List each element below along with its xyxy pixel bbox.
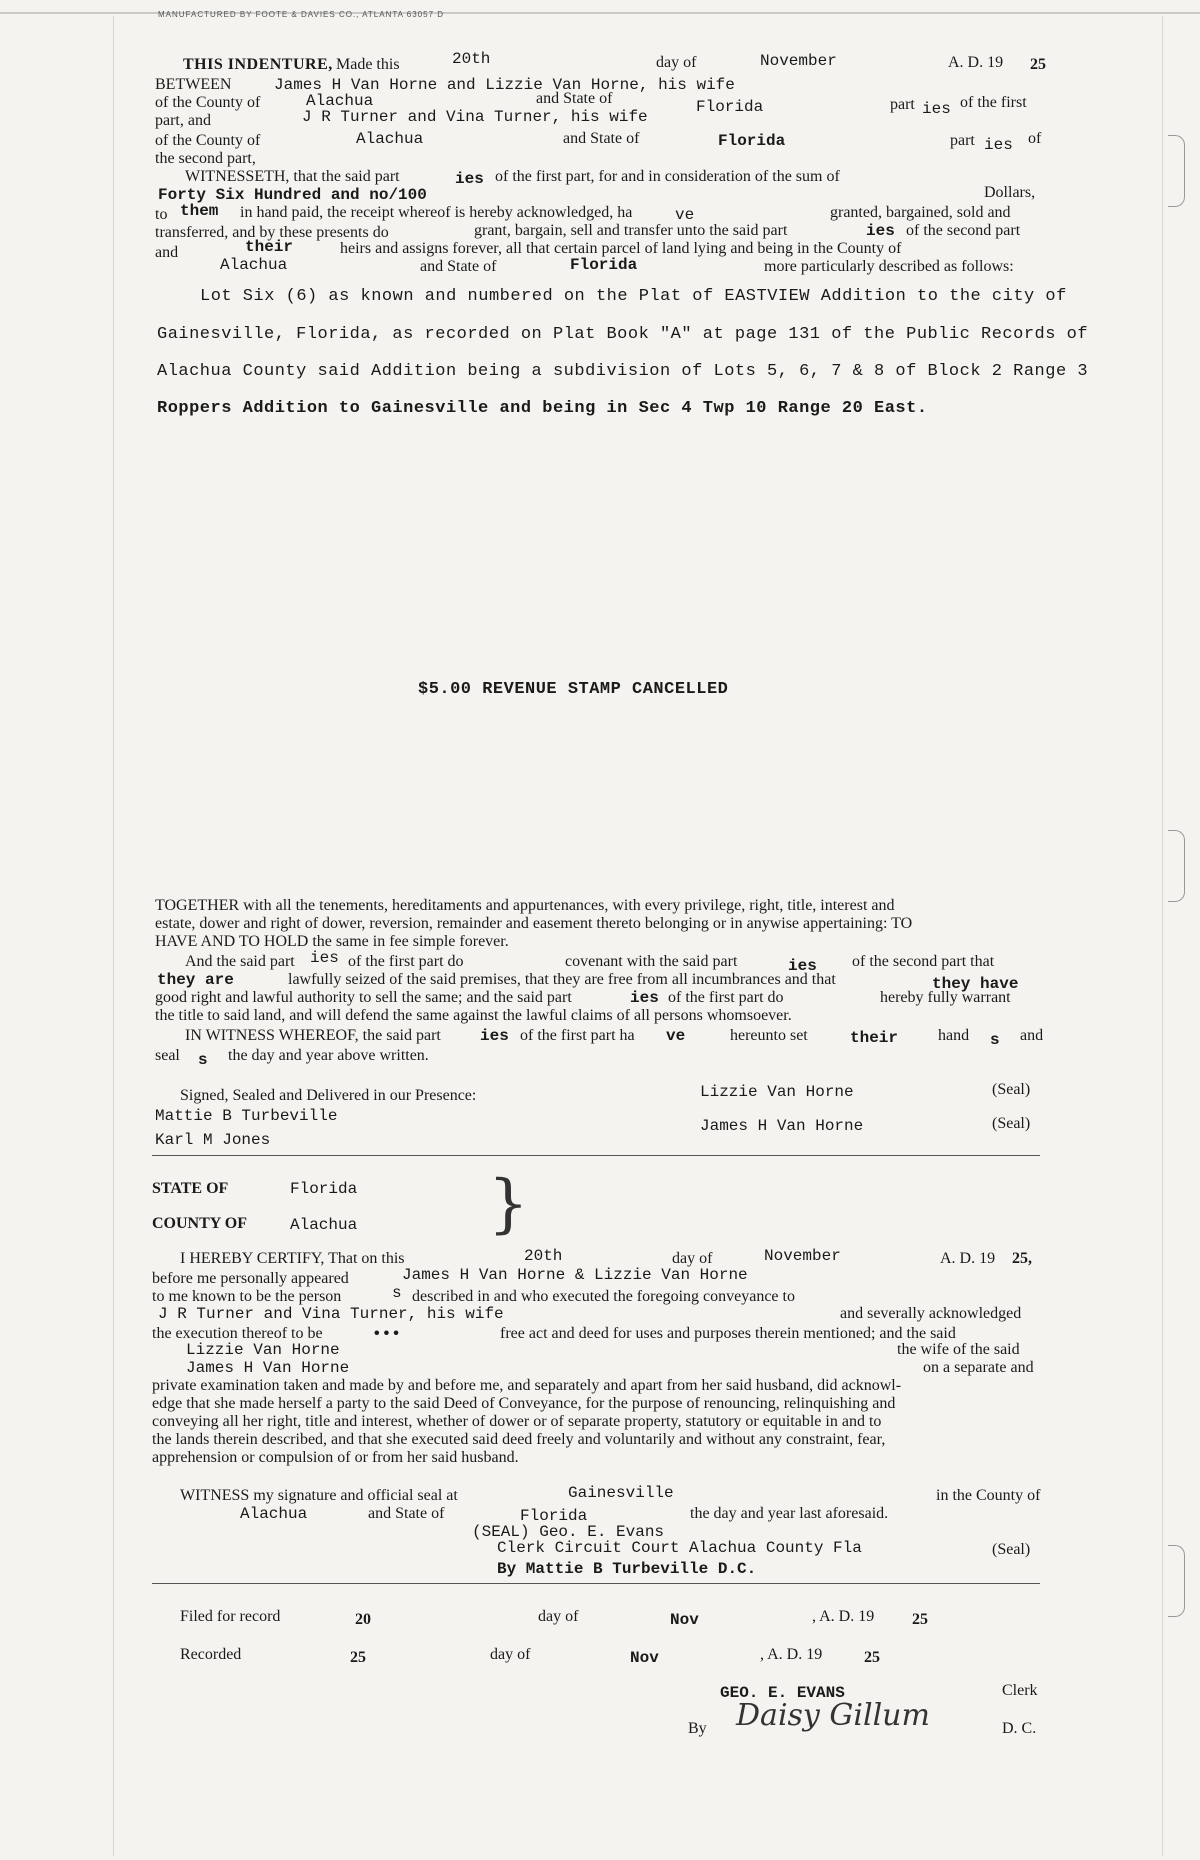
ack-year: 25, (1012, 1250, 1032, 1267)
filed-label: Filed for record (180, 1608, 281, 1625)
exec-a: the execution thereof to be (152, 1325, 323, 1342)
parties-b: ies (922, 100, 951, 118)
certify: I HEREBY CERTIFY, That on this (180, 1250, 405, 1267)
seal-2: (Seal) (992, 1115, 1031, 1132)
seal-3: (Seal) (992, 1541, 1031, 1558)
left-margin-line (113, 16, 114, 1856)
ack-day-of: day of (672, 1250, 713, 1267)
parties-of-b: ies (984, 136, 1013, 154)
description-line-3: Alachua County said Addition being a subdivision of Lots 5, 6, 7 & 8 of Block 2 Range 3 (157, 362, 1089, 381)
together-hand: hand (938, 1027, 970, 1044)
together-8c: of the first part ha (520, 1027, 635, 1044)
witness-and-state: and State of (368, 1505, 445, 1522)
dollars: Dollars, (984, 184, 1036, 201)
witness-1: Mattie B Turbeville (155, 1107, 338, 1125)
filed-day: 20 (355, 1611, 371, 1628)
ack-month: November (764, 1247, 841, 1265)
witnesseth-5: heirs and assigns forever, all that certain parcel of land lying and being in the County of (340, 240, 902, 257)
wife-of: the wife of the said (897, 1341, 1020, 1358)
severally: and severally acknowledged (840, 1305, 1022, 1322)
between-label: BETWEEN (155, 76, 232, 93)
second-part: the second part, (155, 150, 256, 167)
rec-year: 25 (864, 1649, 880, 1666)
binding-bracket (1168, 830, 1185, 902)
of-county-2: of the County of (155, 132, 261, 149)
together-6d: hereby fully warrant (880, 989, 1011, 1006)
brace: } (488, 1167, 529, 1241)
ack-state: Florida (290, 1180, 358, 1198)
ack-p3: conveying all her right, title and interest, whether of dower or of separate property, statutory or equitable in and to (152, 1413, 882, 1430)
appeared-names: James H Van Horne & Lizzie Van Horne (402, 1266, 748, 1284)
binding-bracket (1168, 1545, 1185, 1617)
revenue-stamp-note: $5.00 REVENUE STAMP CANCELLED (418, 680, 729, 699)
ack-ad: A. D. 19 (940, 1250, 996, 1267)
deputy-signature: Daisy Gillum (736, 1698, 930, 1733)
witnesseth-3a: in hand paid, the receipt whereof is hereby acknowledged, ha (240, 204, 633, 221)
state-of-label: STATE OF (152, 1180, 229, 1197)
witnesseth-4b: grant, bargain, sell and transfer unto the said part (474, 222, 788, 239)
filed-ad: , A. D. 19 (812, 1608, 875, 1625)
wife-name: Lizzie Van Horne (186, 1341, 340, 1359)
recorded-label: Recorded (180, 1646, 242, 1663)
together-8a: IN WITNESS WHEREOF, the said part (185, 1027, 441, 1044)
last-aforesaid: the day and year last aforesaid. (690, 1505, 889, 1522)
grantor-county: Alachua (306, 92, 374, 110)
witnesseth-4d: of the second part (906, 222, 1021, 239)
together-4d: covenant with the said part (565, 953, 738, 970)
witnesseth-4a: transferred, and by these presents do (155, 224, 389, 241)
made-this: Made this (336, 56, 400, 73)
part-and: part, and (155, 112, 211, 129)
separate: on a separate and (923, 1359, 1034, 1376)
filed-month: Nov (670, 1611, 699, 1629)
manufacturer-line: MANUFACTURED BY FOOTE & DAVIES CO., ATLANTA 63057 D (158, 10, 445, 19)
together-8d: ve (666, 1027, 686, 1045)
together-6b: ies (630, 989, 659, 1007)
together-4f: of the second part that (852, 953, 995, 970)
together-seal: seal (155, 1047, 180, 1064)
together-6c: of the first part do (668, 989, 784, 1006)
ad-label: A. D. 19 (948, 54, 1004, 71)
witness-2: Karl M Jones (155, 1131, 271, 1149)
of-county: of the County of (155, 94, 261, 111)
signed-sealed: Signed, Sealed and Delivered in our Presence: (180, 1087, 477, 1104)
section-divider (152, 1155, 1040, 1156)
clerk-label: Clerk (1002, 1682, 1038, 1699)
land-and-state: and State of (420, 258, 497, 275)
witnesseth-3b: ve (675, 206, 695, 224)
indenture-label: THIS INDENTURE, (183, 56, 333, 73)
binding-bracket (1168, 135, 1185, 207)
grantee-county: Alachua (356, 130, 424, 148)
their: their (245, 238, 294, 256)
description-line-2: Gainesville, Florida, as recorded on Plat Book "A" at page 131 of the Public Records of (157, 325, 1089, 344)
witness-state: Florida (520, 1507, 588, 1525)
ack-county: Alachua (290, 1216, 358, 1234)
together-6a: good right and lawful authority to sell the same; and the said part (155, 989, 572, 1006)
deed-month: November (760, 52, 837, 70)
and-label: and (155, 244, 179, 261)
filed-day-of: day of (538, 1608, 579, 1625)
ack-grantees: J R Turner and Vina Turner, his wife (158, 1305, 504, 1323)
seal-1: (Seal) (992, 1081, 1031, 1098)
by-label: By (688, 1720, 707, 1737)
known-a: to me known to be the person (152, 1288, 342, 1305)
known-b: s (392, 1284, 402, 1302)
together-4b: ies (310, 949, 339, 967)
witness-place: Gainesville (568, 1484, 674, 1502)
day-of: day of (656, 54, 697, 71)
they-have: they have (932, 975, 1019, 993)
description-line-1: Lot Six (6) as known and numbered on the Plat of EASTVIEW Addition to the city of (200, 287, 1067, 306)
rec-month: Nov (630, 1649, 659, 1667)
grantee-names: J R Turner and Vina Turner, his wife (302, 108, 648, 126)
and-state-2: and State of (563, 130, 640, 147)
witnesseth-4c: ies (866, 222, 895, 240)
together-2: estate, dower and right of dower, reversion, remainder and easement thereto belonging or in anywise appertaining: TO (155, 915, 913, 932)
deed-day: 20th (452, 50, 491, 68)
together-4e: ies (788, 957, 817, 975)
parties-of-a: part (950, 132, 975, 149)
grantor-signature-1: Lizzie Van Horne (700, 1083, 854, 1101)
witnesseth-c: of the first part, for and in consideration of the sum of (495, 168, 840, 185)
witnesseth-b: ies (455, 170, 484, 188)
parties-of-c: of (1028, 130, 1042, 147)
rec-day: 25 (350, 1649, 366, 1666)
in-county: in the County of (936, 1487, 1041, 1504)
together-4c: of the first part do (348, 953, 464, 970)
witness-sig-a: WITNESS my signature and official seal at (180, 1487, 458, 1504)
ack-p5: apprehension or compulsion of or from her said husband. (152, 1449, 519, 1466)
land-county: Alachua (220, 256, 288, 274)
section-divider-2 (152, 1583, 1040, 1584)
together-3: HAVE AND TO HOLD the same in fee simple forever. (155, 933, 509, 950)
witnesseth-3c: granted, bargained, sold and (830, 204, 1011, 221)
grantee-state: Florida (718, 132, 786, 150)
together-9: the day and year above written. (228, 1047, 429, 1064)
them: them (180, 202, 219, 220)
grantor-state: Florida (696, 98, 764, 116)
grantor-signature-2: James H Van Horne (700, 1117, 864, 1135)
exec-b: ••• (372, 1325, 401, 1343)
ack-p4: the lands therein described, and that she executed said deed freely and voluntarily and without any constraint, fear, (152, 1431, 886, 1448)
known-c: described in and who executed the foregoing conveyance to (412, 1288, 795, 1305)
parties-c: of the first (960, 94, 1027, 111)
together-4a: And the said part (185, 953, 295, 970)
clerk-name: GEO. E. EVANS (720, 1684, 845, 1702)
together-s1: s (990, 1031, 1000, 1049)
before-me: before me personally appeared (152, 1270, 349, 1287)
rec-day-of: day of (490, 1646, 531, 1663)
consideration-sum: Forty Six Hundred and no/100 (158, 186, 427, 204)
grantor-names: James H Van Horne and Lizzie Van Horne, his wife (274, 76, 735, 94)
and-state: and State of (536, 90, 613, 107)
right-margin-line (1162, 16, 1163, 1856)
dc-label: D. C. (1002, 1720, 1037, 1737)
ack-p2: edge that she made herself a party to the said Deed of Conveyance, for the purpose of renouncing, relinquishing and (152, 1395, 896, 1412)
witnesseth-a: WITNESSETH, that the said part (185, 168, 400, 185)
county-of-label: COUNTY OF (152, 1215, 247, 1232)
land-state: Florida (570, 256, 638, 274)
together-8e: hereunto set (730, 1027, 808, 1044)
parties-a: part (890, 96, 915, 113)
rec-ad: , A. D. 19 (760, 1646, 823, 1663)
together-and: and (1020, 1027, 1044, 1044)
ack-day: 20th (524, 1247, 563, 1265)
description-line-4: Roppers Addition to Gainesville and being in Sec 4 Twp 10 Range 20 East. (157, 399, 928, 418)
husband-name: James H Van Horne (186, 1359, 350, 1377)
ack-p1: private examination taken and made by and before me, and separately and apart from her said husband, did acknowl- (152, 1377, 902, 1394)
deed-year: 25 (1030, 56, 1046, 73)
together-8b: ies (480, 1027, 509, 1045)
together-s2: s (198, 1051, 208, 1069)
together-7: the title to said land, and will defend the same against the lawful claims of all persons whomsoever. (155, 1007, 792, 1024)
together-1: TOGETHER with all the tenements, hereditaments and appurtenances, with every privilege, right, title, interest and (155, 897, 895, 914)
more-particularly: more particularly described as follows: (764, 258, 1014, 275)
they-are: they are (157, 971, 234, 989)
deputy-line: By Mattie B Turbeville D.C. (497, 1560, 757, 1578)
exec-c: free act and deed for uses and purposes therein mentioned; and the said (500, 1325, 956, 1342)
together-5: lawfully seized of the said premises, that they are free from all incumbrances and that (288, 971, 836, 988)
filed-year: 25 (912, 1611, 928, 1628)
clerk-title: Clerk Circuit Court Alachua County Fla (497, 1539, 862, 1557)
together-their: their (850, 1029, 899, 1047)
witness-county: Alachua (240, 1505, 308, 1523)
to: to (155, 206, 168, 223)
official-seal-line: (SEAL) Geo. E. Evans (472, 1523, 665, 1541)
